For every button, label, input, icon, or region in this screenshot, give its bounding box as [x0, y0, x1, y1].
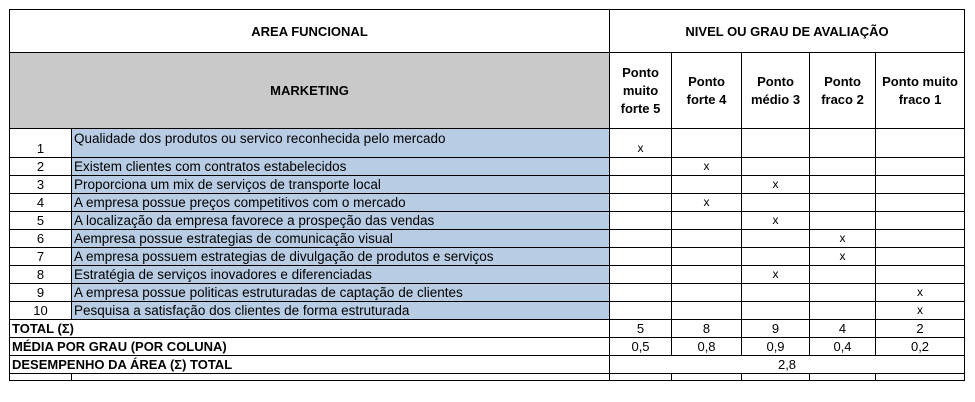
rating-cell[interactable]	[672, 230, 742, 248]
rating-cell[interactable]	[876, 230, 965, 248]
rating-cell[interactable]	[742, 248, 810, 266]
rating-cell[interactable]	[610, 302, 672, 320]
rating-cell[interactable]	[610, 212, 672, 230]
table-row	[10, 212, 965, 230]
rating-cell[interactable]	[742, 302, 810, 320]
column-header[interactable]: Ponto fraco 2	[810, 53, 876, 129]
table-row	[10, 176, 965, 194]
rating-cell[interactable]	[876, 158, 965, 176]
rating-cell[interactable]: x	[742, 266, 810, 284]
row-number[interactable]: 4	[10, 194, 72, 212]
row-description[interactable]: Estratégia de serviços inovadores e diferenciadas	[72, 266, 610, 284]
row-description[interactable]: Qualidade dos produtos ou servico reconhecida pelo mercado	[72, 129, 610, 158]
rating-cell[interactable]	[876, 212, 965, 230]
rating-cell[interactable]	[742, 158, 810, 176]
average-value[interactable]: 0,9	[742, 338, 810, 356]
rating-cell[interactable]	[742, 230, 810, 248]
table-row	[10, 266, 965, 284]
row-description[interactable]: A empresa possue politicas estruturadas de captação de clientes	[72, 284, 610, 302]
table-row	[10, 230, 965, 248]
total-value[interactable]: 2	[876, 320, 965, 338]
row-number[interactable]: 2	[10, 158, 72, 176]
empty-row	[10, 374, 965, 381]
average-value[interactable]: 0,8	[672, 338, 742, 356]
average-value[interactable]: 0,4	[810, 338, 876, 356]
table-row	[10, 194, 965, 212]
rating-cell[interactable]: x	[810, 230, 876, 248]
average-row	[10, 338, 965, 356]
rating-cell[interactable]: x	[672, 158, 742, 176]
rating-cell[interactable]	[610, 248, 672, 266]
rating-cell[interactable]	[876, 248, 965, 266]
rating-cell[interactable]	[742, 194, 810, 212]
performance-label[interactable]: DESEMPENHO DA ÁREA (Σ) TOTAL	[10, 356, 610, 374]
empty-cell[interactable]	[10, 374, 72, 381]
marketing-header[interactable]: MARKETING	[10, 53, 610, 129]
row-number[interactable]: 8	[10, 266, 72, 284]
row-number[interactable]: 7	[10, 248, 72, 266]
average-value[interactable]: 0,5	[610, 338, 672, 356]
empty-cell[interactable]	[742, 374, 810, 381]
row-number[interactable]: 10	[10, 302, 72, 320]
rating-cell[interactable]	[876, 194, 965, 212]
rating-cell[interactable]: x	[610, 129, 672, 158]
rating-cell[interactable]	[672, 176, 742, 194]
header-row-top	[10, 10, 965, 53]
rating-cell[interactable]	[810, 284, 876, 302]
nivel-grau-header[interactable]: NIVEL OU GRAU DE AVALIAÇÃO	[610, 10, 965, 53]
rating-cell[interactable]	[672, 266, 742, 284]
column-header[interactable]: Ponto muito forte 5	[610, 53, 672, 129]
row-description[interactable]: A localização da empresa favorece a prospeção das vendas	[72, 212, 610, 230]
empty-cell[interactable]	[610, 374, 672, 381]
row-number[interactable]: 9	[10, 284, 72, 302]
rating-cell[interactable]	[876, 176, 965, 194]
table-row	[10, 302, 965, 320]
rating-cell[interactable]	[672, 129, 742, 158]
column-header[interactable]: Ponto médio 3	[742, 53, 810, 129]
evaluation-table	[9, 9, 965, 381]
rating-cell[interactable]: x	[742, 212, 810, 230]
rating-cell[interactable]	[810, 266, 876, 284]
rating-cell[interactable]	[672, 248, 742, 266]
rating-cell[interactable]	[610, 230, 672, 248]
rating-cell[interactable]	[672, 284, 742, 302]
table-row	[10, 248, 965, 266]
row-number[interactable]: 5	[10, 212, 72, 230]
empty-cell[interactable]	[876, 374, 965, 381]
total-value[interactable]: 5	[610, 320, 672, 338]
rating-cell[interactable]	[742, 284, 810, 302]
rating-cell[interactable]	[810, 158, 876, 176]
column-header[interactable]: Ponto forte 4	[672, 53, 742, 129]
row-description[interactable]: Pesquisa a satisfação dos clientes de forma estruturada	[72, 302, 610, 320]
rating-cell[interactable]	[810, 176, 876, 194]
rating-cell[interactable]	[672, 212, 742, 230]
column-header[interactable]: Ponto muito fraco 1	[876, 53, 965, 129]
rating-cell[interactable]: x	[810, 248, 876, 266]
performance-value[interactable]: 2,8	[610, 356, 965, 374]
row-description[interactable]: Aempresa possue estrategias de comunicação visual	[72, 230, 610, 248]
rating-cell[interactable]	[810, 194, 876, 212]
header-row-columns	[10, 53, 965, 129]
rating-cell[interactable]	[610, 158, 672, 176]
empty-cell[interactable]	[672, 374, 742, 381]
total-row	[10, 320, 965, 338]
rating-cell[interactable]	[610, 266, 672, 284]
empty-cell[interactable]	[810, 374, 876, 381]
rating-cell[interactable]: x	[672, 194, 742, 212]
rating-cell[interactable]	[610, 284, 672, 302]
average-label[interactable]: MÉDIA POR GRAU (POR COLUNA)	[10, 338, 610, 356]
row-number[interactable]: 6	[10, 230, 72, 248]
rating-cell[interactable]	[610, 176, 672, 194]
rating-cell[interactable]	[610, 194, 672, 212]
total-value[interactable]: 8	[672, 320, 742, 338]
row-description[interactable]: A empresa possue preços competitivos com o mercado	[72, 194, 610, 212]
rating-cell[interactable]	[810, 212, 876, 230]
total-value[interactable]: 4	[810, 320, 876, 338]
empty-cell[interactable]	[72, 374, 610, 381]
rating-cell[interactable]: x	[742, 176, 810, 194]
rating-cell[interactable]: x	[876, 302, 965, 320]
table-row	[10, 284, 965, 302]
row-description[interactable]: Proporciona um mix de serviços de transporte local	[72, 176, 610, 194]
average-value[interactable]: 0,2	[876, 338, 965, 356]
rating-cell[interactable]	[810, 129, 876, 158]
table-row	[10, 129, 965, 158]
row-description[interactable]: A empresa possuem estrategias de divulgação de produtos e serviços	[72, 248, 610, 266]
rating-cell[interactable]	[742, 129, 810, 158]
table-row	[10, 158, 965, 176]
row-description[interactable]: Existem clientes com contratos estabelecidos	[72, 158, 610, 176]
total-label[interactable]: TOTAL (Σ)	[10, 320, 610, 338]
area-funcional-header[interactable]: AREA FUNCIONAL	[10, 10, 610, 53]
row-number[interactable]: 3	[10, 176, 72, 194]
row-number[interactable]: 1	[10, 129, 72, 158]
rating-cell[interactable]: x	[876, 284, 965, 302]
rating-cell[interactable]	[876, 129, 965, 158]
rating-cell[interactable]	[672, 302, 742, 320]
total-value[interactable]: 9	[742, 320, 810, 338]
rating-cell[interactable]	[810, 302, 876, 320]
rating-cell[interactable]	[876, 266, 965, 284]
performance-row	[10, 356, 965, 374]
